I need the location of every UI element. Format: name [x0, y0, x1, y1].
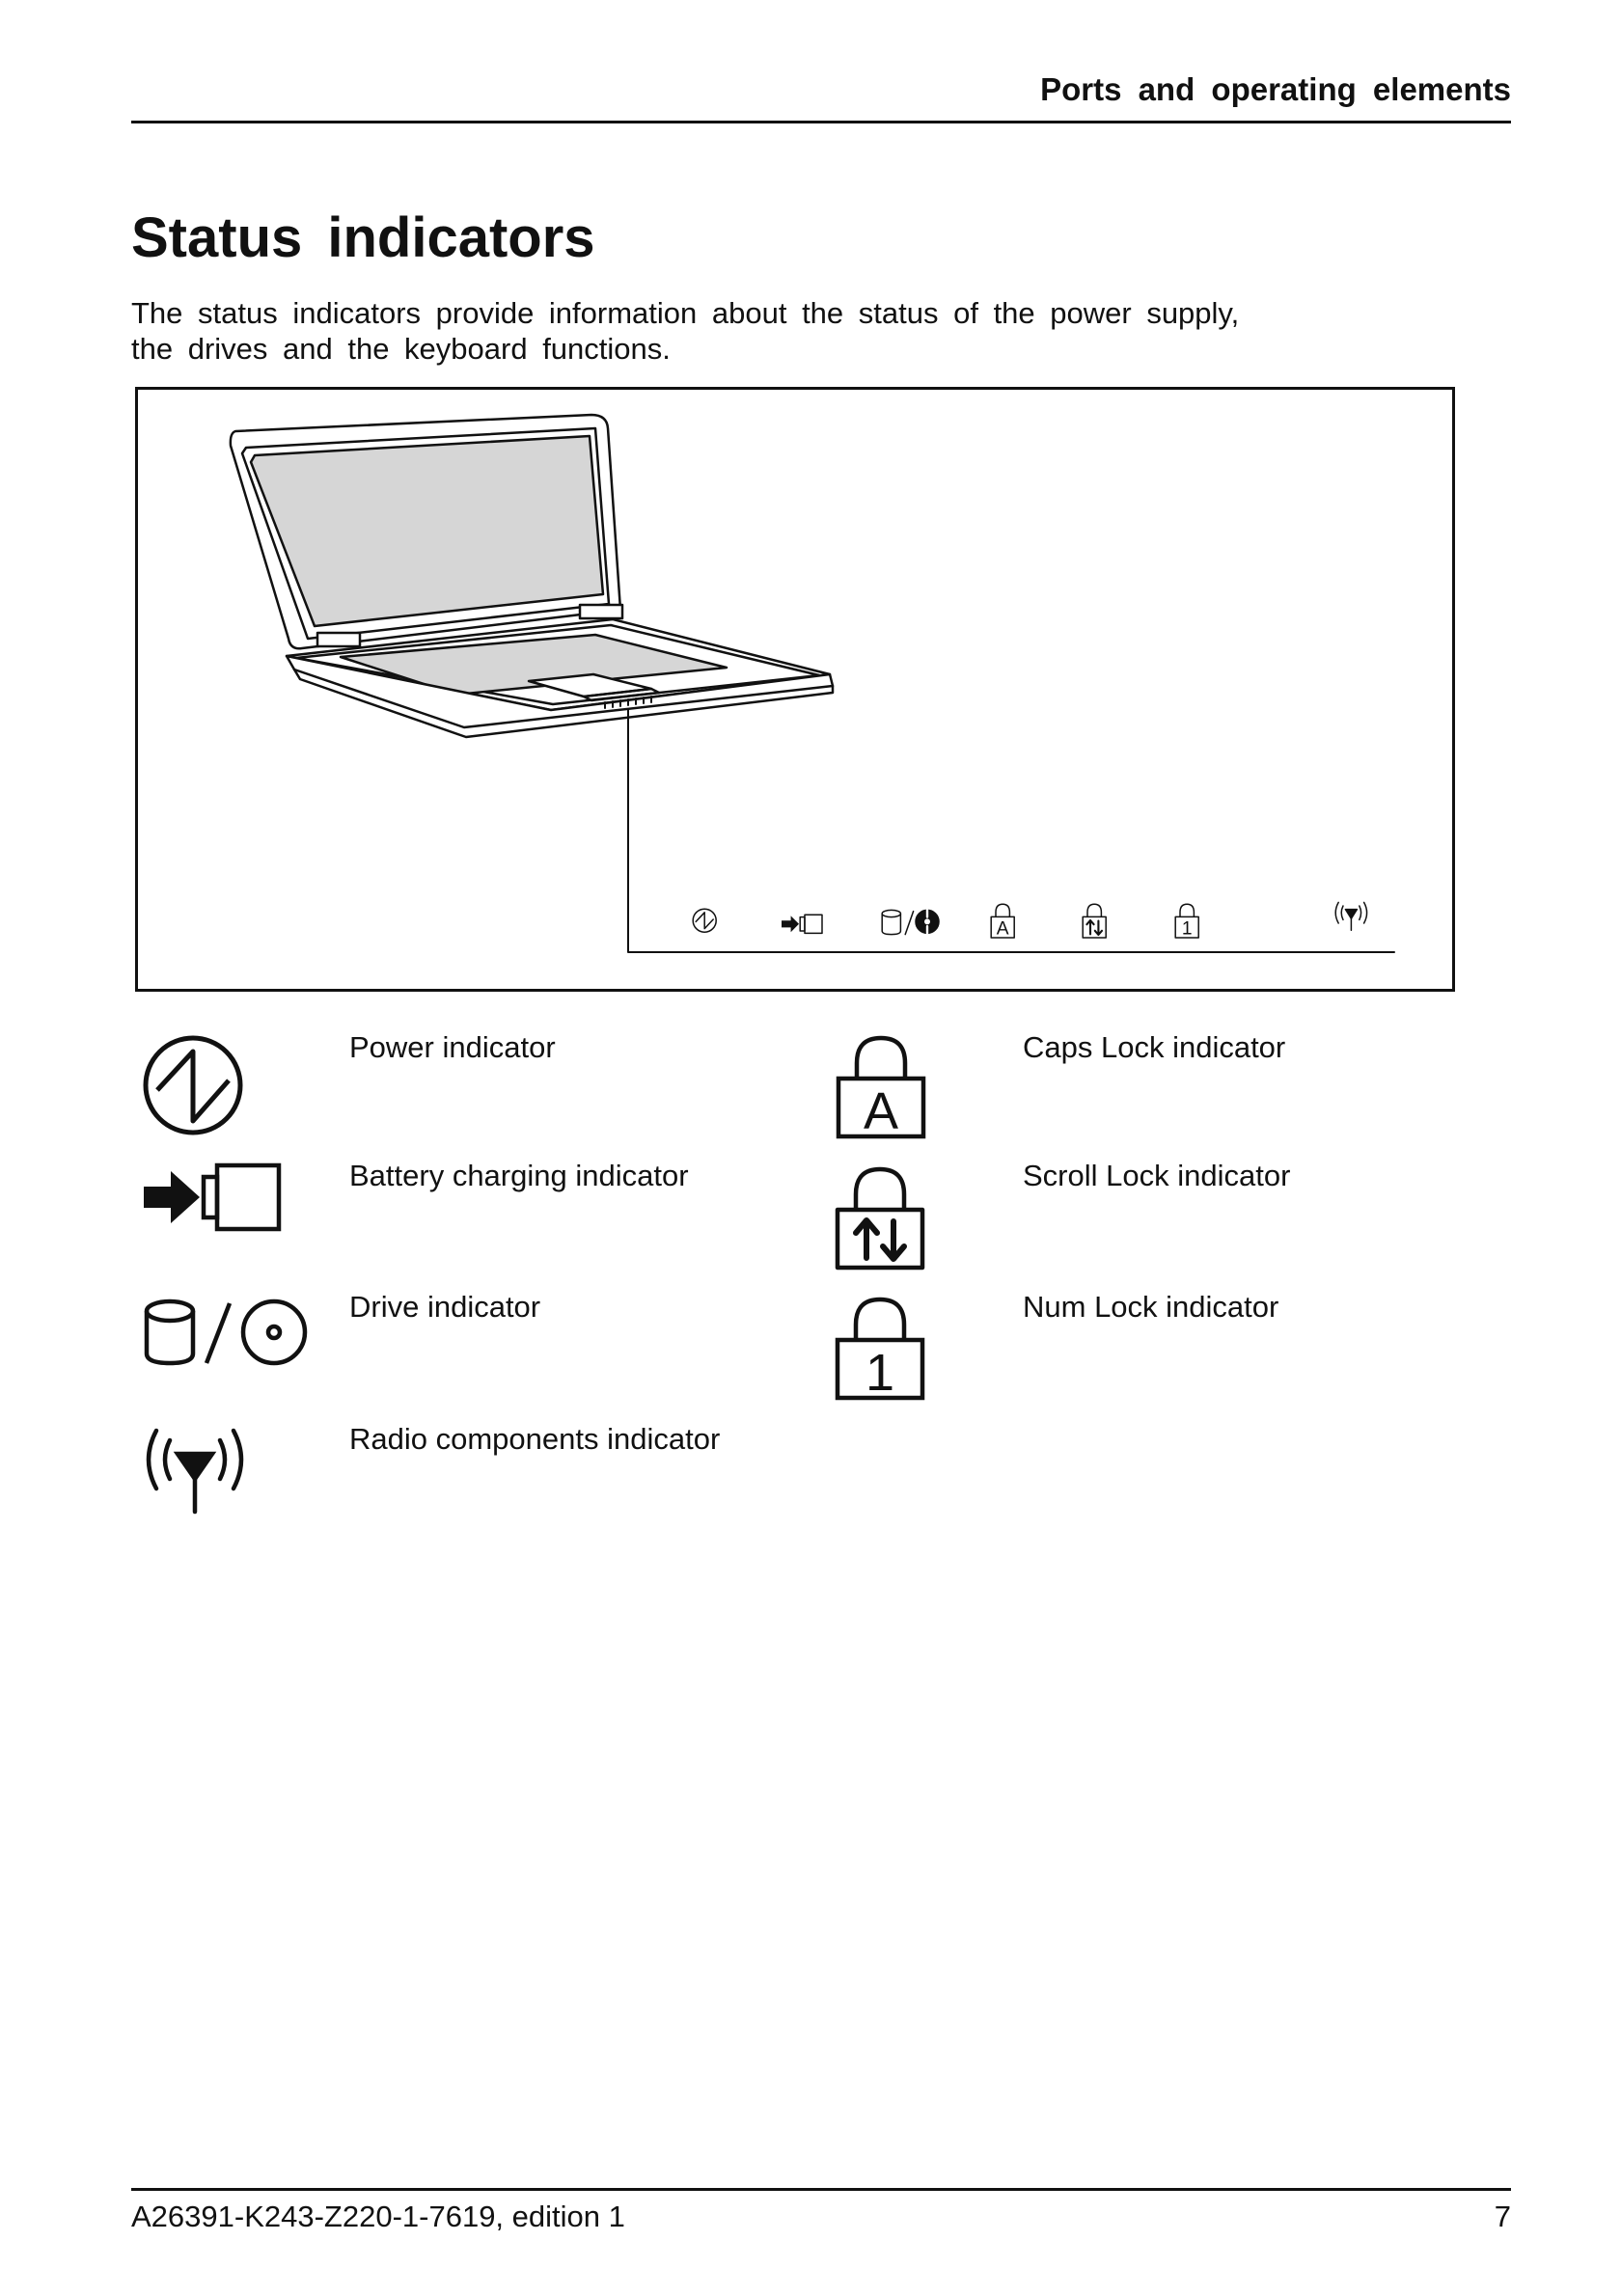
battery-charging-icon — [142, 1162, 283, 1233]
laptop-illustration — [138, 390, 1452, 989]
radio-components-indicator-label: Radio components indicator — [349, 1422, 721, 1456]
laptop-screen — [251, 436, 603, 626]
callout-line — [628, 710, 1394, 952]
caps-lock-indicator-label: Caps Lock indicator — [1023, 1030, 1286, 1064]
caps-glyph-small: A — [996, 918, 1009, 940]
power-icon — [140, 1032, 246, 1138]
intro-line-1: The status indicators provide information about the status of the power supply, — [131, 296, 1240, 330]
num-lock-icon — [1175, 904, 1198, 939]
drive-indicator-label: Drive indicator — [349, 1290, 541, 1324]
drive-icon — [882, 910, 939, 934]
drive-icon — [143, 1298, 311, 1367]
battery-charging-icon — [782, 915, 822, 933]
scroll-lock-indicator-label: Scroll Lock indicator — [1023, 1159, 1291, 1192]
power-indicator-label: Power indicator — [349, 1030, 556, 1064]
battery-charging-indicator-label: Battery charging indicator — [349, 1159, 689, 1192]
page-number: 7 — [1494, 2200, 1511, 2233]
num-glyph-small: 1 — [1181, 918, 1193, 940]
intro-paragraph — [131, 295, 1289, 367]
radio-icon — [1335, 902, 1366, 930]
num-lock-indicator-label: Num Lock indicator — [1023, 1290, 1279, 1324]
radio-icon — [141, 1425, 249, 1516]
laptop-hinge-right — [580, 605, 622, 618]
laptop-hinge-left — [317, 633, 360, 646]
power-icon — [693, 909, 716, 932]
running-header: Ports and operating elements — [1040, 71, 1511, 107]
scroll-lock-icon — [835, 1165, 925, 1271]
caps-lock-glyph: A — [863, 1082, 899, 1140]
caps-lock-icon — [991, 904, 1014, 939]
num-lock-glyph: 1 — [865, 1344, 895, 1402]
document-id: A26391-K243-Z220-1-7619, edition 1 — [131, 2200, 625, 2233]
footer-rule — [131, 2188, 1511, 2191]
caps-lock-icon — [836, 1034, 926, 1140]
scroll-lock-icon — [1083, 904, 1106, 938]
page-title: Status indicators — [131, 206, 595, 269]
intro-line-2: the drives and the keyboard functions. — [131, 332, 671, 366]
num-lock-icon — [835, 1296, 925, 1402]
header-rule — [131, 121, 1511, 123]
laptop-figure — [135, 387, 1455, 992]
